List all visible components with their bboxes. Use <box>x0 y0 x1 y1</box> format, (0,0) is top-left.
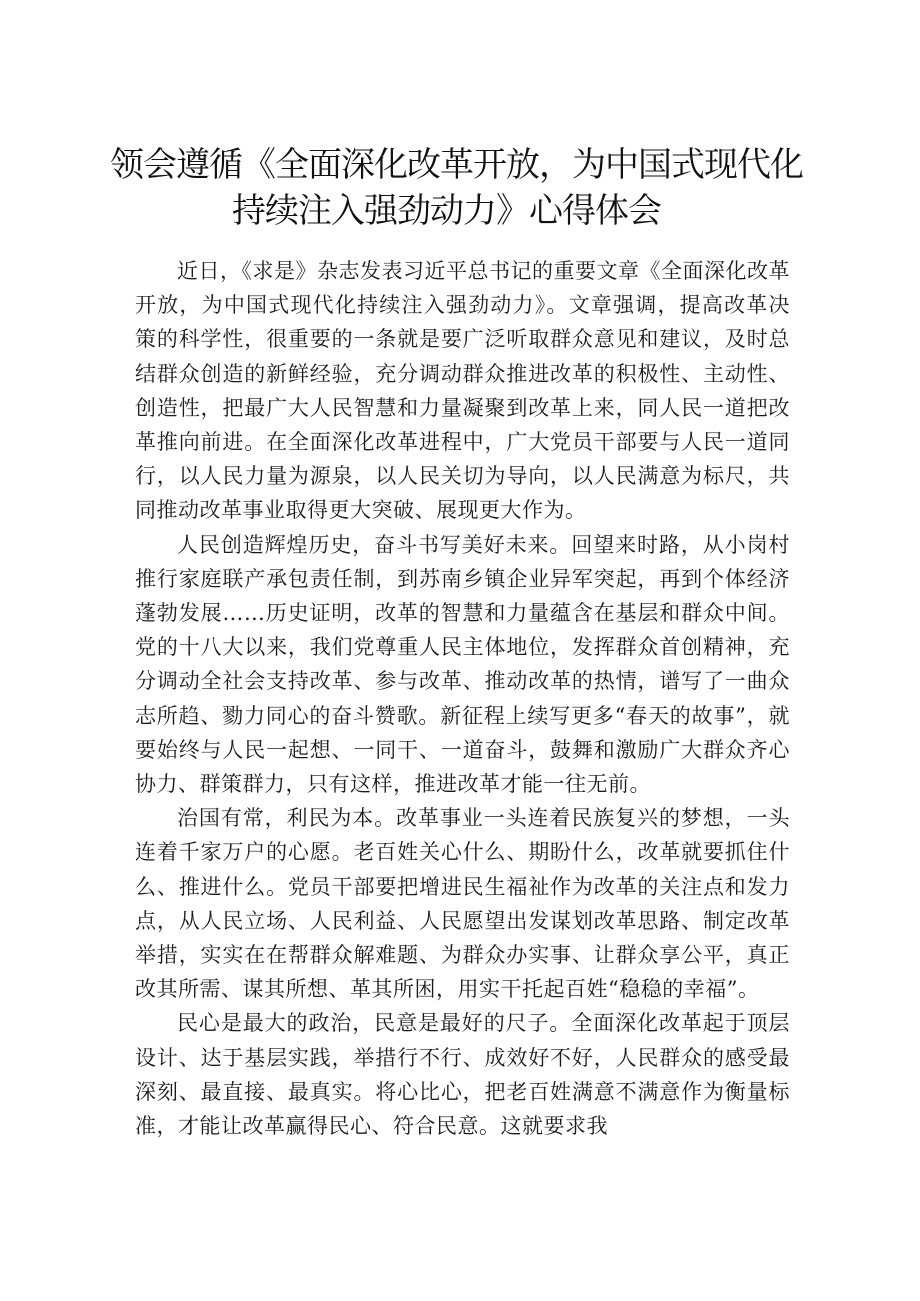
document-title <box>110 142 810 234</box>
body-paragraph-4: 民心是最大的政治，民意是最好的尺子。全面深化改革起于顶层设计、达于基层实践，举措行不行、成效好不好，人民群众的感受最深刻、最直接、最真实。将心比心，把老百姓满意不满意作为衡量标准，才能让改革赢得民心、符合民意。这就要求我 <box>135 1011 790 1139</box>
body-paragraph-2: 人民创造辉煌历史，奋斗书写美好未来。回望来时路，从小岗村推行家庭联产承包责任制，到苏南乡镇企业异军突起，再到个体经济蓬勃发展……历史证明，改革的智慧和力量蕴含在基层和群众中间。党的十八大以来，我们党尊重人民主体地位，发挥群众首创精神，充分调动全社会支持改革、参与改革、推动改革的热情，谱写了一曲众志所趋、勠力同心的奋斗赞歌。新征程上续写更多“春天的故事”，就要始终与人民一起想、一同干、一道奋斗，鼓舞和激励广大群众齐心协力、群策群力，只有这样，推进改革才能一往无前。 <box>135 532 790 797</box>
body-paragraph-1: 近日，《求是》杂志发表习近平总书记的重要文章《全面深化改革开放，为中国式现代化持续注入强劲动力》。文章强调，提高改革决策的科学性，很重要的一条就是要广泛听取群众意见和建议，及时总结群众创造的新鲜经验，充分调动群众推进改革的积极性、主动性、创造性，把最广大人民智慧和力量凝聚到改革上来，同人民一道把改革推向前进。在全面深化改革进程中，广大党员干部要与人民一道同行，以人民力量为源泉，以人民关切为导向，以人民满意为标尺，共同推动改革事业取得更大突破、展现更大作为。 <box>135 259 790 523</box>
title-line-1: 领会遵循《全面深化改革开放，为中国式现代化 <box>110 145 803 185</box>
body-paragraph-3: 治国有常，利民为本。改革事业一头连着民族复兴的梦想，一头连着千家万户的心愿。老百姓关心什么、期盼什么，改革就要抓住什么、推进什么。党员干部要把增进民生福祉作为改革的关注点和发力点，从人民立场、人民利益、人民愿望出发谋划改革思路、制定改革举措，实实在在帮群众解难题、为群众办实事、让群众享公平，真正改其所需、谋其所想、革其所困，用实干托起百姓“稳稳的幸福”。 <box>135 806 790 1002</box>
document-body <box>135 254 790 1143</box>
title-line-2: 持续注入强劲动力》心得体会 <box>232 191 661 231</box>
